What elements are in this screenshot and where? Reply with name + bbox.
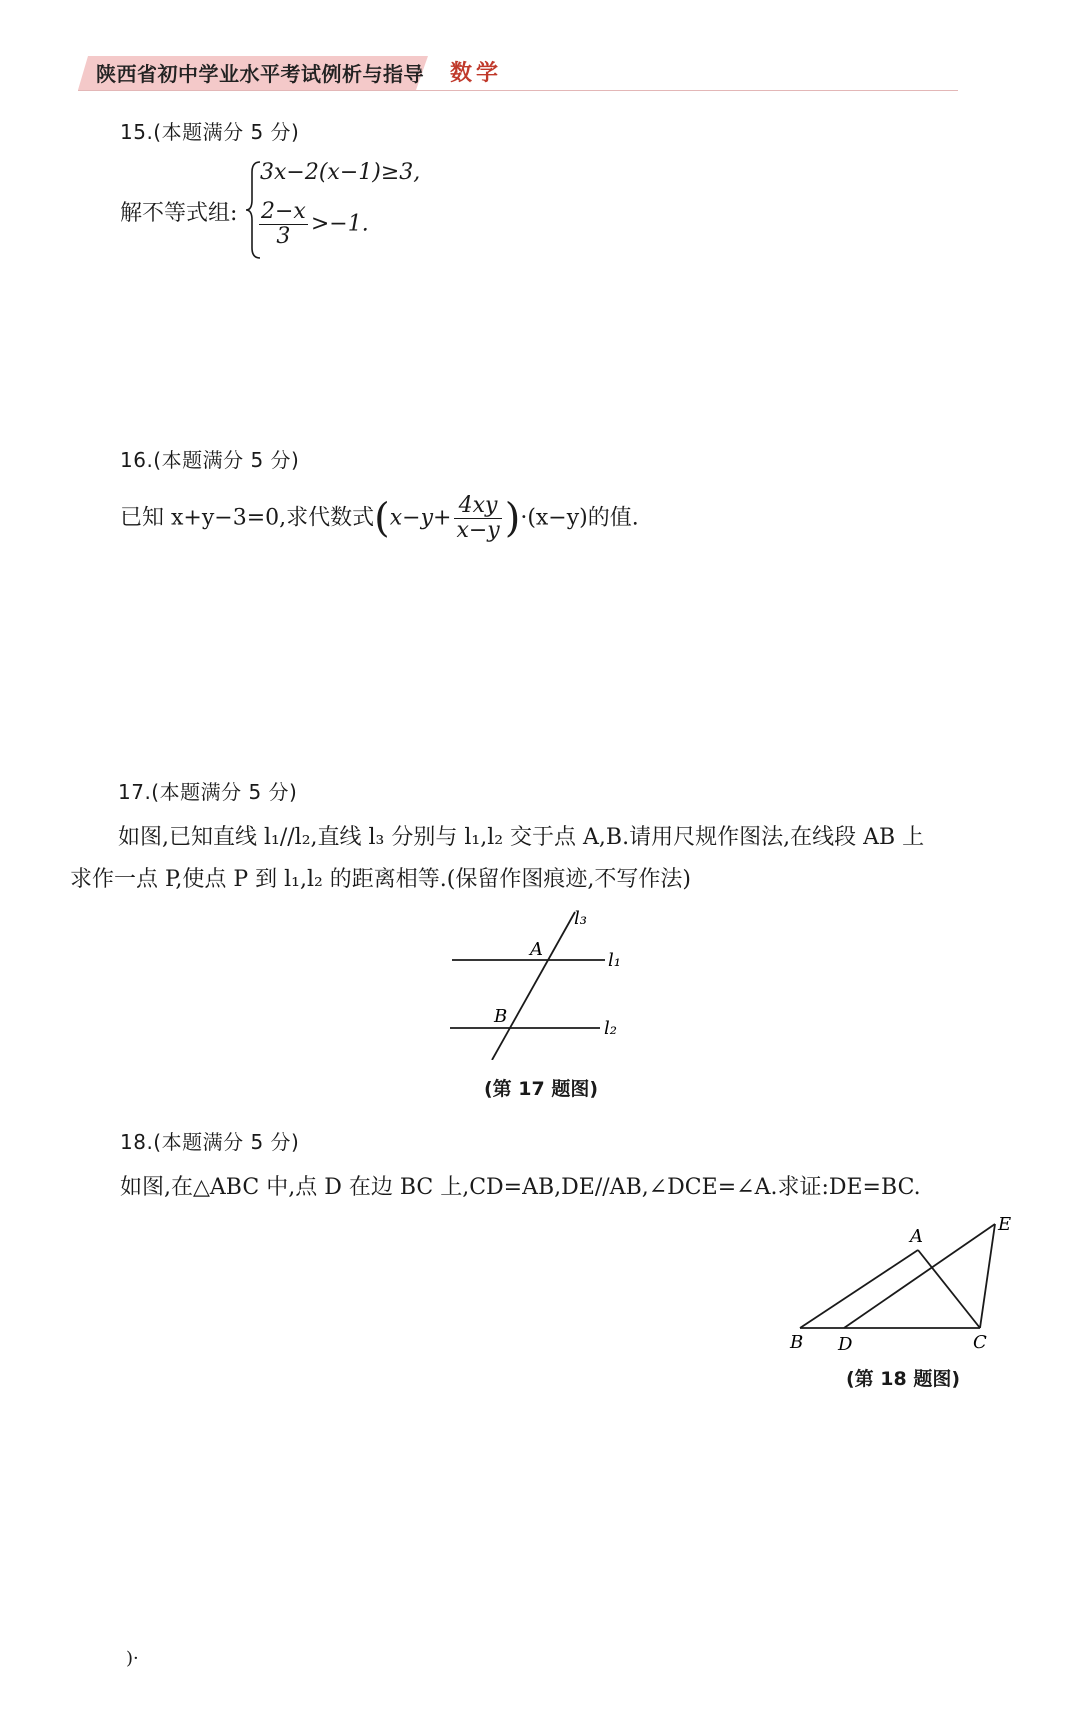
- footer-mark: )·: [126, 1648, 139, 1669]
- q17-figure: [440, 900, 640, 1060]
- header-subject: 数学: [450, 61, 503, 86]
- q18-heading: 18.(本题满分 5 分): [120, 1130, 300, 1154]
- q17-label-l1: l₁: [608, 950, 621, 971]
- q16-statement: [120, 494, 639, 543]
- q18-label-B: B: [790, 1332, 804, 1350]
- q17-label-B: B: [494, 1006, 508, 1027]
- q17-label-l2: l₂: [604, 1018, 617, 1039]
- q16-open-paren: (: [374, 495, 390, 542]
- q16-fraction-denominator: x−y: [456, 518, 500, 543]
- q16-fraction-numerator: 4xy: [454, 494, 501, 519]
- q15-fraction-denominator: 3: [276, 224, 291, 249]
- q18-figure: [780, 1210, 1020, 1350]
- q16-heading: 16.(本题满分 5 分): [120, 448, 300, 472]
- q15-inequality-2: [256, 200, 369, 249]
- q18-label-A: A: [910, 1226, 923, 1247]
- q17-line-l3: [492, 912, 575, 1060]
- q16-statement-post: ·(x−y)的值.: [520, 505, 639, 531]
- q16-fraction: [454, 494, 501, 543]
- q15-fraction: [259, 200, 308, 249]
- q17-heading: 17.(本题满分 5 分): [118, 780, 298, 804]
- q15-prompt: 解不等式组:: [120, 201, 238, 226]
- q17-caption: (第 17 题图): [484, 1078, 599, 1100]
- q18-text: 如图,在△ABC 中,点 D 在边 BC 上,CD=AB,DE//AB,∠DCE=∠A.求证:DE=BC.: [120, 1175, 921, 1200]
- q17-text-line-1: 如图,已知直线 l₁//l₂,直线 l₃ 分别与 l₁,l₂ 交于点 A,B.请用尺规作图法,在线段 AB 上: [118, 825, 925, 850]
- q18-label-D: D: [838, 1334, 853, 1350]
- q16-statement-pre: 已知 x+y−3=0,求代数式: [120, 505, 375, 531]
- q15-fraction-numerator: 2−x: [261, 199, 306, 224]
- q17-label-A: A: [530, 939, 543, 960]
- q18-label-C: C: [973, 1332, 987, 1350]
- q15-heading: 15.(本题满分 5 分): [120, 120, 300, 144]
- q18-segment-AC: [918, 1250, 980, 1328]
- q16-close-paren: ): [504, 495, 521, 542]
- q18-label-E: E: [998, 1214, 1012, 1235]
- q17-text-line-2: 求作一点 P,使点 P 到 l₁,l₂ 的距离相等.(保留作图痕迹,不写作法): [70, 867, 691, 892]
- q18-caption: (第 18 题图): [846, 1368, 961, 1390]
- q15-inequality-2-tail: >−1.: [310, 211, 369, 237]
- q18-segment-CE: [980, 1224, 995, 1328]
- header-title: 陕西省初中学业水平考试例析与指导: [96, 62, 424, 86]
- header-rule: [78, 90, 958, 91]
- q15-inequality-1: 3x−2(x−1)≥3,: [260, 160, 421, 185]
- q16-inner-expression: x−y+: [389, 505, 452, 531]
- q17-label-l3: l₃: [574, 908, 587, 929]
